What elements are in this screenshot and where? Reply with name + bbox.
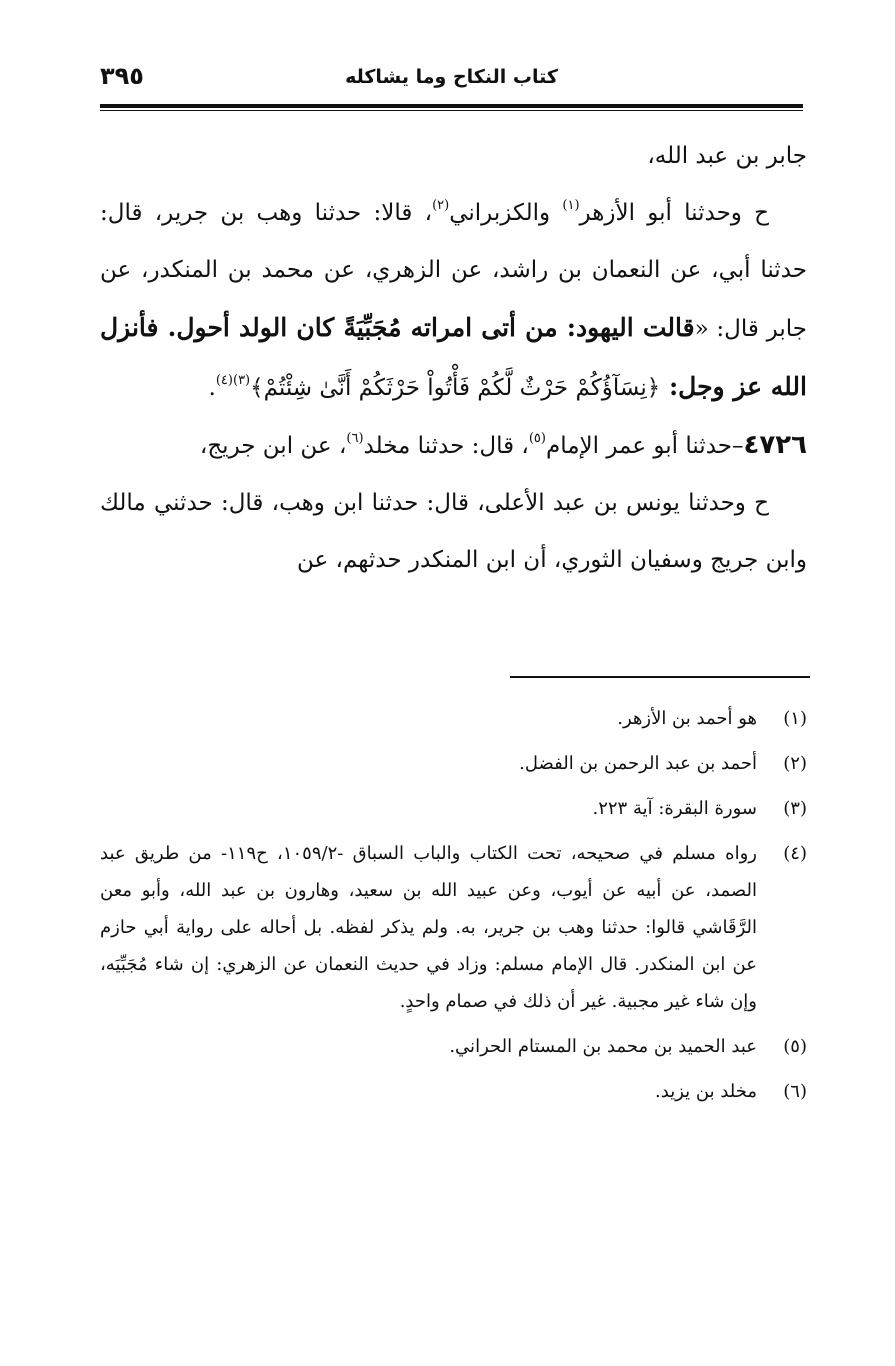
footnote-ref-5[interactable]: (٥) <box>528 431 546 447</box>
paragraph-2-text-a: ح وحدثنا أبو الأزهر <box>579 200 769 226</box>
paragraph-2-text-b: والكزبراني <box>449 200 563 226</box>
paragraph-1: جابر بن عبد الله، <box>647 143 807 169</box>
quran-verse: ﴿نِسَآؤُكُمْ حَرْثٌ لَّكُمْ فَأْتُواْ حَرْثَكُمْ أَنَّىٰ شِئْتُمْ﴾ <box>250 375 661 401</box>
footnote-ref-1[interactable]: (١) <box>562 198 580 214</box>
paragraph-2-end: . <box>208 375 216 401</box>
running-title: كتاب النكاح وما يشاكله <box>345 66 558 88</box>
paragraph-3-text-a: –حدثنا أبو عمر الإمام <box>545 433 744 459</box>
main-text <box>100 128 807 589</box>
footnote-text: عبد الحميد بن محمد بن المستام الحراني. <box>449 1036 757 1057</box>
page-header <box>100 62 803 102</box>
footnote-text: سورة البقرة: آية ٢٢٣. <box>592 798 757 819</box>
paragraph-3 <box>100 417 807 475</box>
footnote-number: (٢) <box>783 753 807 774</box>
footnote-3 <box>100 790 807 827</box>
paragraph-4: ح وحدثنا يونس بن عبد الأعلى، قال: حدثنا ابن وهب، قال: حدثني مالك وابن جريج وسفيان الثوري، أن ابن المنكدر حدثهم، عن <box>100 490 807 573</box>
footnotes <box>100 700 807 1110</box>
paragraph-3-text-c: ، عن ابن جريج، <box>199 433 347 459</box>
footnote-5 <box>100 1028 807 1065</box>
page-number: ٣٩٥ <box>100 62 144 90</box>
footnote-number: (١) <box>783 708 807 729</box>
paragraph-2 <box>100 185 807 417</box>
paragraph-2-text-c: ، قالا: حدثنا وهب بن جرير، قال: حدثنا أبي، عن النعمان بن راشد، عن الزهري، عن محمد بن المنكدر، عن جابر قال: « <box>100 200 807 342</box>
footnote-ref-3-4[interactable]: (٣)(٤) <box>215 373 251 389</box>
footnote-1 <box>100 700 807 737</box>
footnote-number: (٣) <box>783 798 807 819</box>
footnote-number: (٥) <box>783 1036 807 1057</box>
footnote-6 <box>100 1073 807 1110</box>
footnote-text: رواه مسلم في صحيحه، تحت الكتاب والباب السباق -١٠٥٩/٢، ح١١٩- من طريق عبد الصمد، عن أبيه عن أيوب، وعن عبيد الله بن سعيد، وهارون بن عبد الله، وأبو معن الرَّقَاشي قالوا: حدثنا وهب بن جرير، به. ولم يذكر لفظه. بل أحاله على رواية أبي حازم عن ابن المنكدر. قال الإمام مسلم: وزاد في حديث النعمان عن الزهري: إن شاء مُجَبِّيَه، وإن شاء غير مجبية. غير أن ذلك في صمام واحدٍ. <box>100 843 757 1012</box>
footnote-text: هو أحمد بن الأزهر. <box>617 708 757 729</box>
header-rule-thick <box>100 104 803 108</box>
footnote-4 <box>100 835 807 1020</box>
footnote-text: أحمد بن عبد الرحمن بن الفضل. <box>519 753 757 774</box>
footnote-number: (٤) <box>783 843 807 864</box>
footnote-ref-6[interactable]: (٦) <box>346 431 364 447</box>
footnote-text: مخلد بن يزيد. <box>655 1081 757 1102</box>
hadith-number: ٤٧٢٦ <box>743 430 807 460</box>
footnote-separator <box>510 676 810 678</box>
paragraph-3-text-b: ، قال: حدثنا مخلد <box>363 433 529 459</box>
footnote-ref-2[interactable]: (٢) <box>432 198 450 214</box>
footnote-number: (٦) <box>783 1081 807 1102</box>
hadith-matn: قالت اليهود: من أتى امراته مُجَبِّيَةً كان الولد أحول. فأنزل الله عز وجل: <box>100 313 807 401</box>
header-rule-thin <box>100 110 803 111</box>
footnote-2 <box>100 745 807 782</box>
